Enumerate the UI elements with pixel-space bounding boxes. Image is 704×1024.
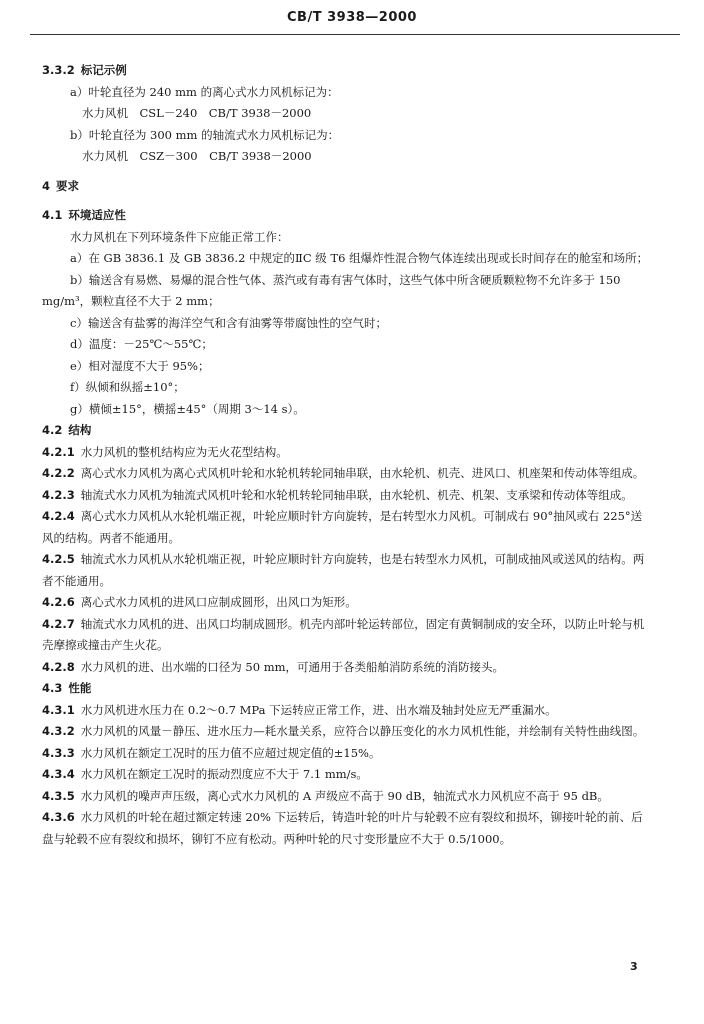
running-header: CB/T 3938—2000 [287,10,417,25]
item-c: c）输送含有盐雾的海洋空气和含有油雾等带腐蚀性的空气时； [70,315,387,330]
item-a: a）叶轮直径为 240 mm 的离心式水力风机标记为： [70,84,339,99]
section-number: 4.3 [42,681,63,695]
section-title: 性能 [68,681,92,695]
item-a: a）在 GB 3836.1 及 GB 3836.2 中规定的ⅡC 级 T6 组爆炸性混合物气体连续出现或长时间存在的舱室和场所； [70,251,649,265]
header-rule [30,34,680,35]
section-4-1-heading [42,205,652,227]
section-3-3-2-heading [42,60,652,82]
example-a: 水力风机 CSL－240 CB/T 3938－2000 [82,106,312,120]
item-f: f）纵倾和纵摇±10°； [70,380,185,394]
section-title: 环境适应性 [68,208,126,222]
section-number: 3.3.2 [42,63,75,77]
clause-4-3-2: 4.3.2 水力风机的风量－静压、进水压力—耗水量关系，应符合以静压变化的水力风机性能，并绘制有关特性曲线图。 [42,724,645,738]
clause-4-2-1: 4.2.1 水力风机的整机结构应为无火花型结构。 [42,444,288,459]
clause-4-3-3: 4.3.3 水力风机在额定工况时的压力值不应超过规定值的±15%。 [42,745,381,760]
section-number: 4.2 [42,423,63,437]
clause-4-2-5: 4.2.5 轴流式水力风机从水轮机端正视，叶轮应顺时针方向旋转，也是右转型水力风机，可制成抽风或送风的结构。两者不能通用。 [42,552,645,588]
clause-4-2-6: 4.2.6 离心式水力风机的进风口应制成圆形，出风口为矩形。 [42,595,357,609]
document-body [42,60,652,850]
clause-4-2-4: 4.2.4 离心式水力风机从水轮机端正视，叶轮应顺时针方向旋转，是右转型水力风机。可制成右 90°抽风或右 225°送风的结构。两者不能通用。 [42,509,643,545]
clause-4-2-3: 4.2.3 轴流式水力风机为轴流式风机叶轮和水轮机转轮同轴串联，由水轮机、机壳、机架、支承梁和传动体等组成。 [42,487,633,502]
section-title: 要求 [56,178,80,193]
clause-4-3-1: 4.3.1 水力风机进水压力在 0.2～0.7 MPa 下运转应正常工作，进、出水端及轴封处应无严重漏水。 [42,702,557,717]
item-g: g）横倾±15°，横摇±45°（周期 3～14 s）。 [70,401,305,416]
section-number: 4 [42,178,51,193]
section-title: 结构 [68,423,92,437]
item-d: d）温度：－25℃～55℃； [70,337,213,351]
item-b: b）叶轮直径为 300 mm 的轴流式水力风机标记为： [70,127,340,142]
section-4-2-heading [42,420,652,442]
section-4-3-heading [42,678,652,700]
clause-4-3-5: 4.3.5 水力风机的噪声声压级，离心式水力风机的 A 声级应不高于 90 dB，轴流式水力风机应不高于 95 dB。 [42,788,609,803]
item-b: b）输送含有易燃、易爆的混合性气体、蒸汽或有毒有害气体时，这些气体中所含硬质颗粒物不允许多于 150 mg/m³，颗粒直径不大于 2 mm； [42,272,621,308]
clause-4-3-4: 4.3.4 水力风机在额定工况时的振动烈度应不大于 7.1 mm/s。 [42,767,368,781]
section-number: 4.1 [42,208,63,222]
example-b: 水力风机 CSZ－300 CB/T 3938－2000 [82,149,312,163]
item-e: e）相对湿度不大于 95%； [70,358,210,373]
section-4-heading [42,176,652,198]
clause-4-2-2: 4.2.2 离心式水力风机为离心式风机叶轮和水轮机转轮同轴串联，由水轮机、机壳、进风口、机座架和传动体等组成。 [42,466,645,480]
page-number: 3 [630,960,638,973]
clause-4-3-6: 4.3.6 水力风机的叶轮在超过额定转速 20% 下运转后，铸造叶轮的叶片与轮毂不应有裂纹和损坏，铆接叶轮的前、后盘与轮毂不应有裂纹和损坏，铆钉不应有松动。两种叶轮的尺寸变形量应不大于 0.5/1000。 [42,810,643,846]
clause-4-2-7: 4.2.7 轴流式水力风机的进、出风口均制成圆形。机壳内部叶轮运转部位，固定有黄铜制成的安全环，以防止叶轮与机壳摩擦或撞击产生火花。 [42,616,645,652]
section-4-1-intro: 水力风机在下列环境条件下应能正常工作： [70,229,289,244]
section-title: 标记示例 [80,63,127,77]
clause-4-2-8: 4.2.8 水力风机的进、出水端的口径为 50 mm，可通用于各类船舶消防系统的消防接头。 [42,659,504,674]
